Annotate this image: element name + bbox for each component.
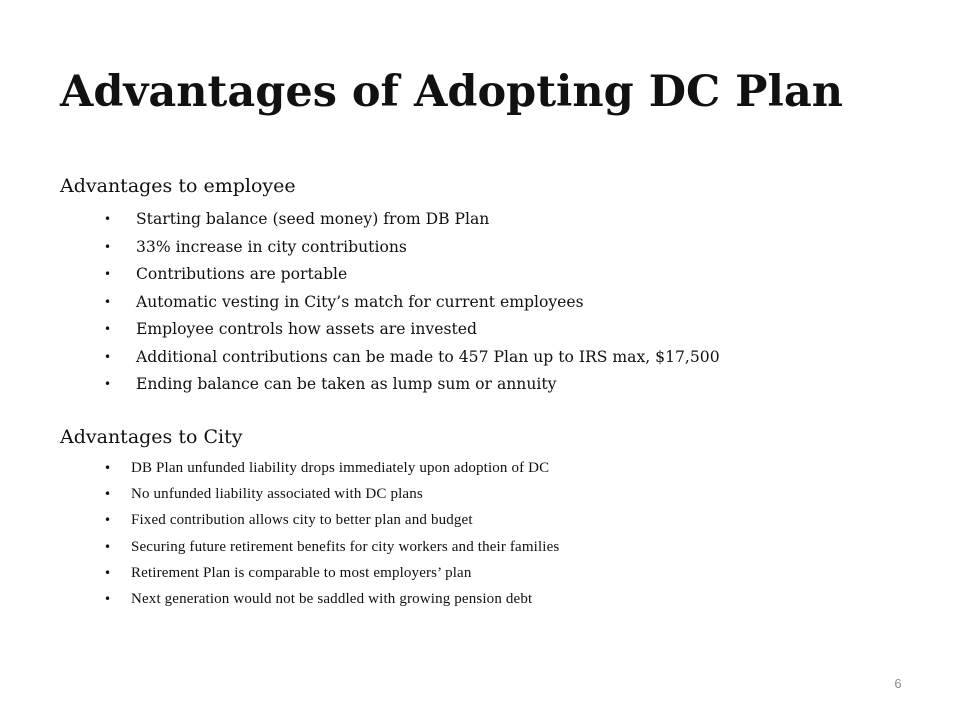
- city-advantages-heading: Advantages to City: [60, 426, 243, 448]
- bullet-icon: •: [104, 591, 112, 606]
- bullet-icon: •: [104, 212, 112, 226]
- bullet-icon: •: [104, 539, 112, 554]
- bullet-icon: •: [104, 322, 112, 336]
- list-item-text: Ending balance can be taken as lump sum or annuity: [136, 375, 557, 393]
- list-item-text: DB Plan unfunded liability drops immediately upon adoption of DC: [131, 460, 550, 476]
- list-item: [104, 481, 559, 507]
- list-item-text: Next generation would not be saddled with growing pension debt: [131, 590, 533, 607]
- list-item-text: Starting balance (seed money) from DB Plan: [136, 210, 490, 228]
- employee-advantages-list: [104, 206, 720, 399]
- list-item-text: Securing future retirement benefits for city workers and their families: [131, 538, 560, 555]
- list-item-text: Retirement Plan is comparable to most employers’ plan: [131, 564, 472, 581]
- bullet-icon: •: [104, 513, 112, 528]
- list-item: [104, 507, 559, 533]
- list-item-text: Contributions are portable: [136, 265, 348, 283]
- list-item: [104, 534, 560, 560]
- list-item: [104, 234, 720, 262]
- bullet-icon: •: [104, 294, 112, 309]
- list-item-text: 33% increase in city contributions: [136, 237, 407, 256]
- bullet-icon: •: [104, 349, 112, 364]
- list-item: [104, 560, 559, 586]
- list-item-text: No unfunded liability associated with DC plans: [131, 486, 423, 503]
- list-item: [104, 586, 559, 612]
- bullet-icon: •: [104, 267, 112, 281]
- bullet-icon: •: [104, 565, 112, 580]
- list-item-text: Automatic vesting in City’s match for current employees: [136, 292, 584, 311]
- list-item-text: Employee controls how assets are invested: [136, 320, 477, 338]
- list-item: [104, 344, 720, 372]
- bullet-icon: •: [104, 487, 112, 502]
- slide-title: Advantages of Adopting DC Plan: [60, 67, 843, 117]
- bullet-icon: •: [104, 377, 112, 391]
- list-item-text: Additional contributions can be made to 457 Plan up to IRS max, $17,500: [136, 347, 720, 366]
- list-item-text: Fixed contribution allows city to better plan and budget: [131, 512, 473, 529]
- city-advantages-list: [104, 455, 560, 612]
- list-item: [104, 289, 720, 317]
- list-item: [104, 261, 720, 289]
- bullet-icon: •: [104, 461, 112, 475]
- list-item: [104, 455, 559, 481]
- employee-advantages-heading: Advantages to employee: [60, 175, 296, 197]
- list-item: [104, 206, 720, 234]
- page-number: 6: [894, 676, 902, 691]
- bullet-icon: •: [104, 239, 112, 254]
- list-item: [104, 371, 720, 399]
- list-item: [104, 316, 720, 344]
